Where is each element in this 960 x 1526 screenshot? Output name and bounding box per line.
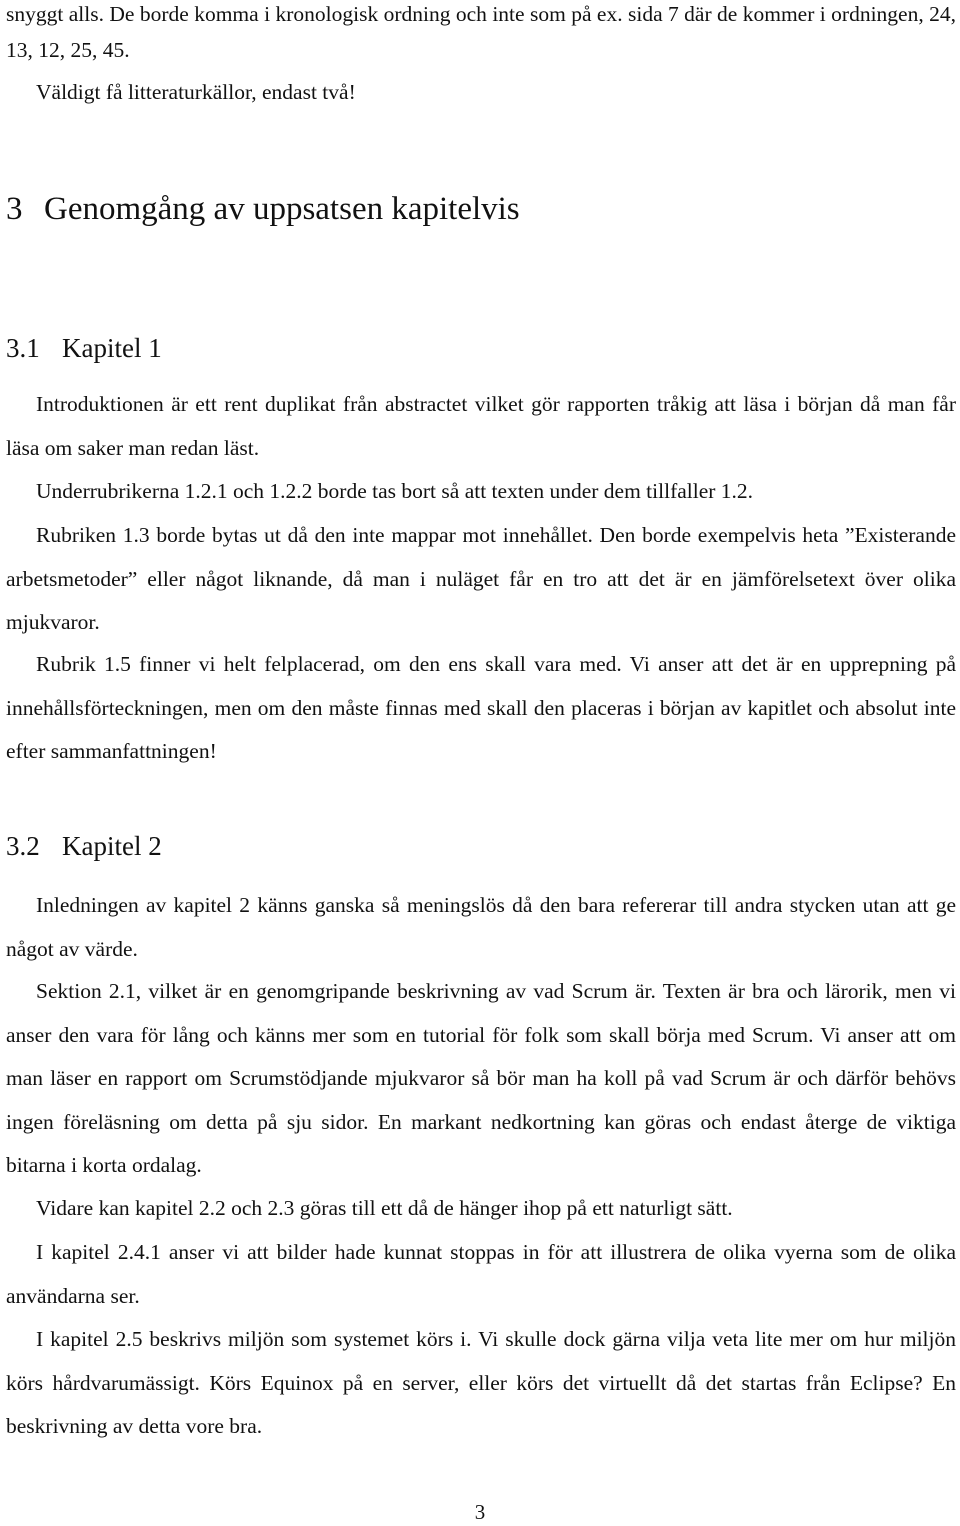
paragraph: Introduktionen är ett rent duplikat från abstractet vilket gör rapporten tråkig att läsa i början då man får läsa om saker man redan läst. bbox=[6, 392, 956, 460]
paragraph: Rubrik 1.5 finner vi helt felplacerad, om den ens skall vara med. Vi anser att det är en upprepning på innehållsförteckningen, men om den måste finnas med skall den placeras i början av kapitlet och absolut inte efter sammanfattningen! bbox=[6, 652, 956, 763]
section-heading-3 bbox=[6, 191, 520, 228]
subsection-number: 3.2 bbox=[6, 831, 40, 861]
subsection-heading-3-1 bbox=[6, 333, 162, 364]
section-title: Genomgång av uppsatsen kapitelvis bbox=[44, 191, 520, 227]
paragraph: Inledningen av kapitel 2 känns ganska så meningslös då den bara refererar till andra stycken utan att ge något av värde. bbox=[6, 893, 956, 961]
subsection-number: 3.1 bbox=[6, 333, 40, 363]
paragraph-sources-note: Väldigt få litteraturkällor, endast två! bbox=[36, 80, 356, 104]
page-number: 3 bbox=[474, 1500, 486, 1524]
subsection-title: Kapitel 2 bbox=[62, 831, 162, 861]
paragraph: Sektion 2.1, vilket är en genomgripande beskrivning av vad Scrum är. Texten är bra och lärorik, men vi anser den vara för lång och känns mer som en tutorial för folk som skall börja med Scrum. Vi anser att om man läser en rapport om Scrumstödjande mjukvaror så bör man ha koll på vad Scrum är och därför behövs ingen föreläsning om detta på sju sidor. En markant nedkortning kan göras och endast återge de viktiga bitarna i korta ordalag. bbox=[6, 979, 956, 1177]
paragraph: Rubriken 1.3 borde bytas ut då den inte mappar mot innehållet. Den borde exempelvis heta ”Existerande arbetsmetoder” eller något liknande, då man i nuläget får en tro att det är en jämförelsetext över olika mjukvaror. bbox=[6, 523, 956, 634]
paragraph: Vidare kan kapitel 2.2 och 2.3 göras till ett då de hänger ihop på ett naturligt sätt. bbox=[36, 1196, 733, 1220]
section-number: 3 bbox=[6, 191, 23, 227]
paragraph: I kapitel 2.5 beskrivs miljön som systemet körs i. Vi skulle dock gärna vilja veta lite mer om hur miljön körs hårdvarumässigt. Körs Equinox på en server, eller körs det virtuellt då det startas från Eclipse? En beskrivning av detta vore bra. bbox=[6, 1327, 956, 1438]
subsection-heading-3-2 bbox=[6, 831, 162, 862]
paragraph-continued: snyggt alls. De borde komma i kronologisk ordning och inte som på ex. sida 7 där de kommer i ordningen, 24, 13, 12, 25, 45. bbox=[6, 2, 956, 62]
paragraph: Underrubrikerna 1.2.1 och 1.2.2 borde tas bort så att texten under dem tillfaller 1.2. bbox=[36, 479, 754, 503]
subsection-title: Kapitel 1 bbox=[62, 333, 162, 363]
paragraph: I kapitel 2.4.1 anser vi att bilder hade kunnat stoppas in för att illustrera de olika vyerna som de olika användarna ser. bbox=[6, 1240, 956, 1308]
